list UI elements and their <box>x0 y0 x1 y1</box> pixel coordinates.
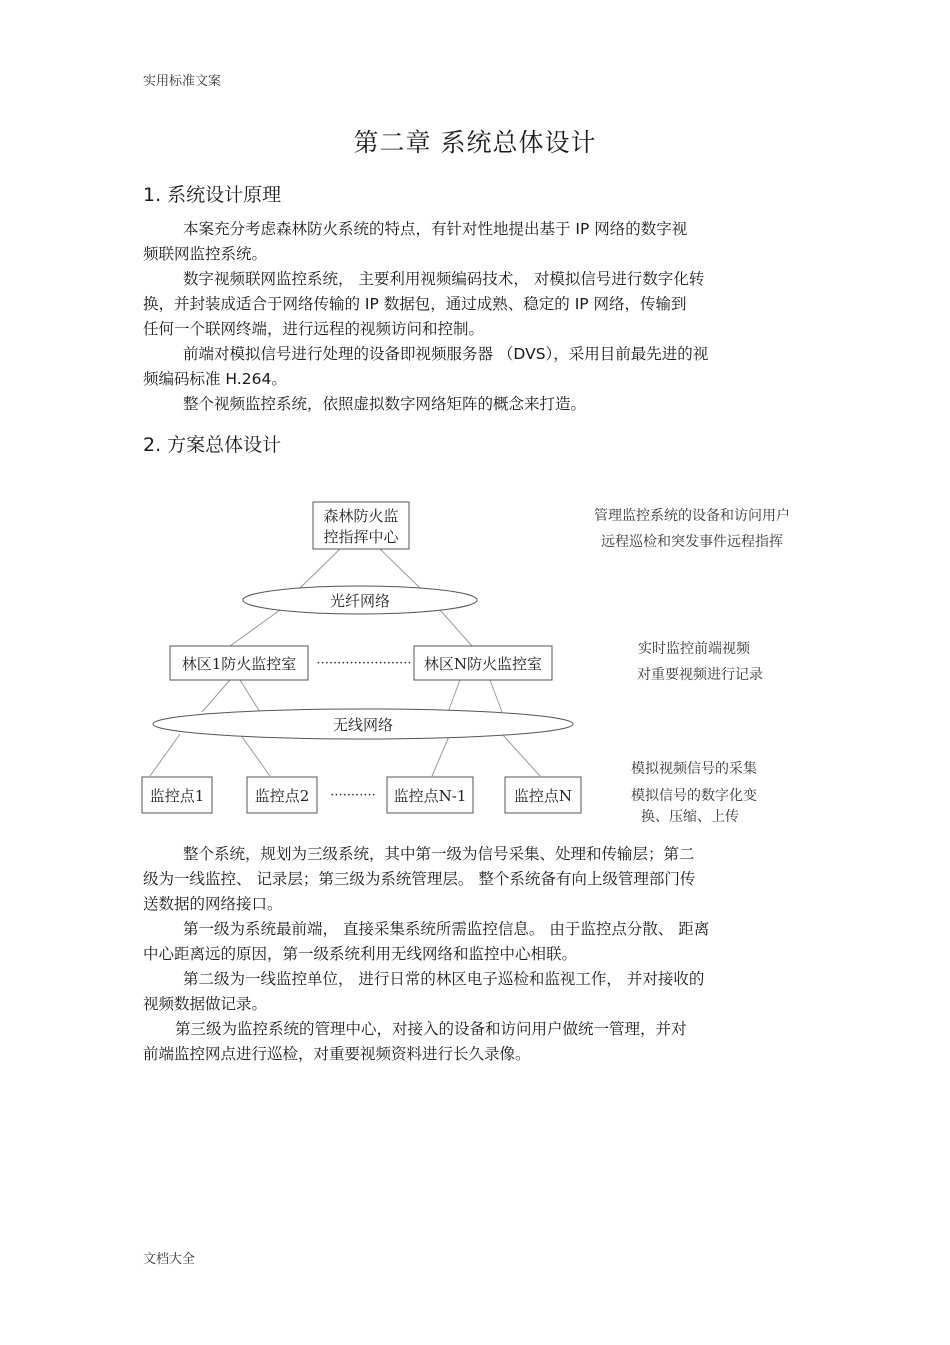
wireless-network-label: 无线网络 <box>332 716 394 734</box>
link-line <box>298 549 340 590</box>
point-ellipsis: ··········· <box>330 788 376 803</box>
link-line <box>240 680 260 712</box>
link-line <box>440 610 472 646</box>
text-line: 数字视频联网监控系统， 主要利用视频编码技术， 对模拟信号进行数字化转 <box>183 270 705 288</box>
command-center-label-1: 森林防火监 <box>323 507 399 525</box>
text-line: 本案充分考虑森林防火系统的特点，有针对性地提出基于 IP 网络的数字视 <box>183 220 688 238</box>
room-ellipsis: ······················· <box>316 656 412 671</box>
link-line <box>448 680 460 712</box>
text-line: 频编码标准 H.264。 <box>143 370 287 388</box>
text-line: 级为一线监控、 记录层；第三级为系统管理层。 整个系统备有向上级管理部门传 <box>143 870 696 888</box>
text-line: 前端对模拟信号进行处理的设备即视频服务器 （DVS），采用目前最先进的视 <box>183 345 709 363</box>
room-1-label: 林区1防火监控室 <box>181 655 297 673</box>
text-line: 第一级为系统最前端， 直接采集系统所需监控信息。 由于监控点分散、 距离 <box>183 920 710 938</box>
chapter-title: 第二章 系统总体设计 <box>353 128 597 157</box>
room-n-label: 林区N防火监控室 <box>423 655 543 673</box>
fiber-network-label: 光纤网络 <box>329 592 391 610</box>
note-1-line-2: 远程巡检和突发事件远程指挥 <box>601 534 783 550</box>
link-line <box>432 734 450 776</box>
text-line: 换，并封装成适合于网络传输的 IP 数据包，通过成熟、稳定的 IP 网络，传输到 <box>143 295 687 313</box>
point-n1-label: 监控点N-1 <box>393 787 467 805</box>
text-line: 送数据的网络接口。 <box>143 895 283 913</box>
text-line: 前端监控网点进行巡检，对重要视频资料进行长久录像。 <box>143 1045 531 1063</box>
link-line <box>490 680 502 712</box>
text-line: 中心距离远的原因，第一级系统利用无线网络和监控中心相联。 <box>143 945 578 963</box>
note-2-line-1: 实时监控前端视频 <box>638 641 750 657</box>
text-line: 第二级为一线监控单位， 进行日常的林区电子巡检和监视工作， 并对接收的 <box>183 970 705 988</box>
text-line: 整个系统，规划为三级系统，其中第一级为信号采集、处理和传输层；第二 <box>183 845 695 863</box>
page-header: 实用标准文案 <box>143 74 222 89</box>
text-line: 任何一个联网终端，进行远程的视频访问和控制。 <box>143 320 485 338</box>
command-center-label-2: 控指挥中心 <box>323 528 399 546</box>
page-footer: 文档大全 <box>143 1252 196 1267</box>
text-line: 整个视频监控系统，依照虚拟数字网络矩阵的概念来打造。 <box>183 395 587 413</box>
note-3-line-2: 模拟信号的数字化变 <box>631 788 757 804</box>
link-line <box>230 610 280 646</box>
note-3-line-3: 换、压缩、上传 <box>641 809 739 825</box>
section2-heading: 2. 方案总体设计 <box>143 434 282 456</box>
point-2-label: 监控点2 <box>254 787 310 805</box>
text-line: 第三级为监控系统的管理中心，对接入的设备和访问用户做统一管理，并对 <box>175 1020 687 1038</box>
link-line <box>240 734 270 776</box>
link-line <box>380 549 422 590</box>
note-2-line-2: 对重要视频进行记录 <box>637 667 763 683</box>
text-line: 视频数据做记录。 <box>143 995 268 1013</box>
point-n-label: 监控点N <box>513 787 573 805</box>
system-architecture-diagram <box>130 490 830 830</box>
note-1-line-1: 管理监控系统的设备和访问用户 <box>594 508 790 524</box>
section2-body <box>143 842 808 1067</box>
link-line <box>150 734 180 776</box>
note-3-line-1: 模拟视频信号的采集 <box>631 761 757 777</box>
link-line <box>202 680 230 712</box>
section1-heading: 1. 系统设计原理 <box>143 184 282 206</box>
link-line <box>502 734 540 776</box>
point-1-label: 监控点1 <box>149 787 205 805</box>
section1-body <box>143 217 808 417</box>
text-line: 频联网监控系统。 <box>143 245 268 263</box>
